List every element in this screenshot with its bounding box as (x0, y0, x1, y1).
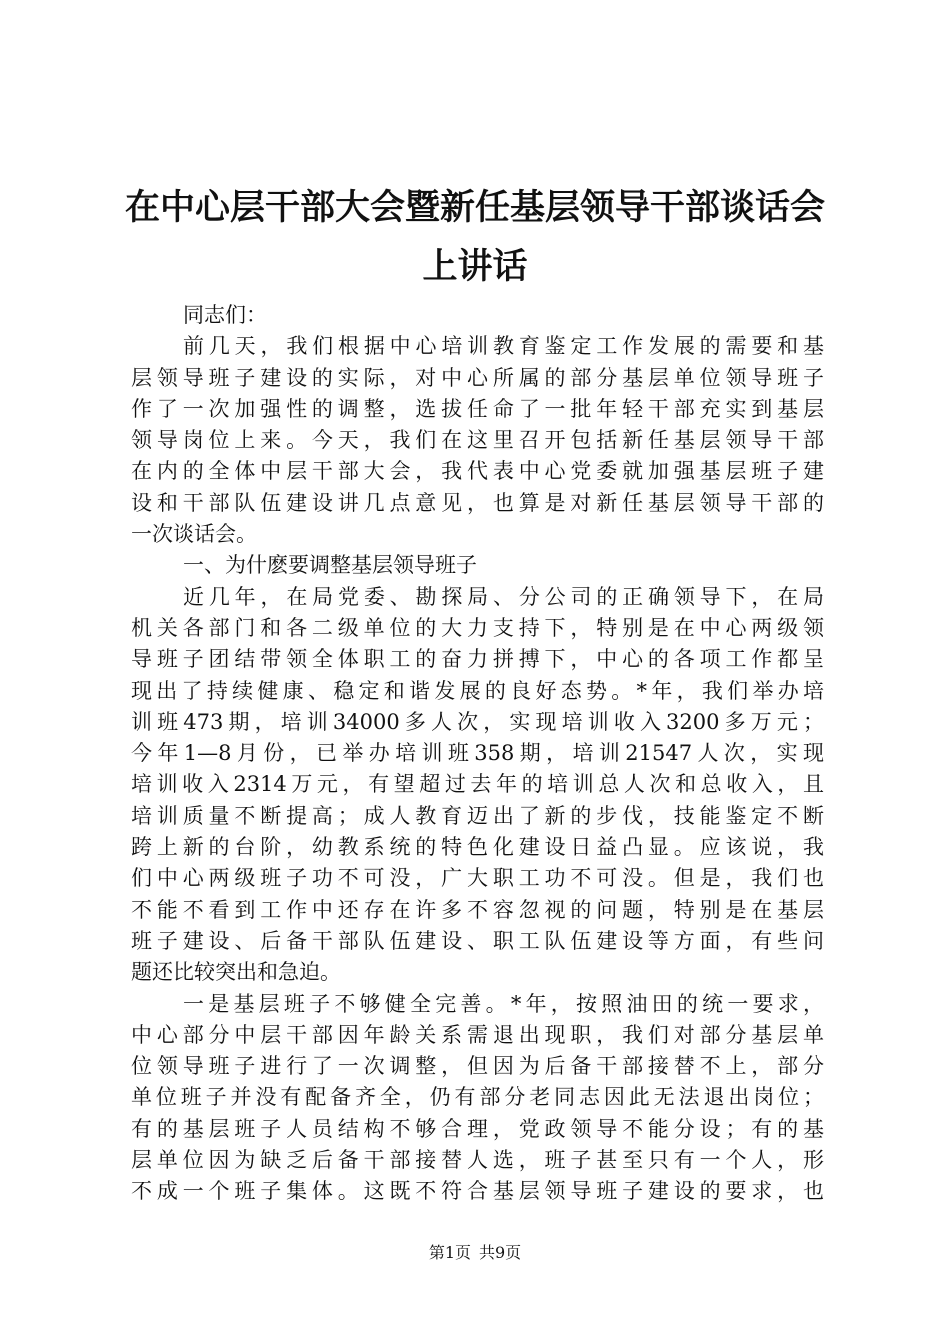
page-footer (0, 1243, 950, 1263)
body-line: 层领导班子建设的实际，对中心所属的部分基层单位领导班子 (131, 365, 824, 390)
body-line: 层单位因为缺乏后备干部接替人选，班子甚至只有一个人，形 (131, 1148, 824, 1173)
body-line: 一、为什麽要调整基层领导班子 (183, 553, 477, 578)
body-line: 现出了持续健康、稳定和谐发展的良好态势。*年，我们举办培 (131, 678, 824, 703)
body-line: 作了一次加强性的调整，选拔任命了一批年轻干部充实到基层 (131, 396, 824, 421)
body-line: 培训收入2314万元，有望超过去年的培训总人次和总收入，且 (131, 772, 824, 797)
body-line: 中心部分中层干部因年龄关系需退出现职，我们对部分基层单 (131, 1022, 824, 1047)
page-number: 第1页 (428, 1243, 471, 1262)
body-line: 不成一个班子集体。这既不符合基层领导班子建设的要求，也 (131, 1179, 824, 1204)
body-line: 题还比较突出和急迫。 (131, 960, 341, 985)
body-line: 导班子团结带领全体职工的奋力拼搏下，中心的各项工作都呈 (131, 647, 824, 672)
body-line: 在内的全体中层干部大会，我代表中心党委就加强基层班子建 (131, 459, 824, 484)
body-line: 跨上新的台阶，幼教系统的特色化建设日益凸显。应该说，我 (131, 835, 824, 860)
body-line: 领导岗位上来。今天，我们在这里召开包括新任基层领导干部 (131, 428, 824, 453)
body-line: 机关各部门和各二级单位的大力支持下，特别是在中心两级领 (131, 615, 824, 640)
page-total: 共9页 (479, 1243, 522, 1262)
body-line: 班子建设、后备干部队伍建设、职工队伍建设等方面，有些问 (131, 928, 824, 953)
body-line: 有的基层班子人员结构不够合理，党政领导不能分设；有的基 (131, 1116, 824, 1141)
document-title-line-1: 在中心层干部大会暨新任基层领导干部谈话会 (124, 187, 825, 228)
body-line: 位领导班子进行了一次调整，但因为后备干部接替不上，部分 (131, 1054, 824, 1079)
document-title-line-2: 上讲话 (422, 246, 528, 287)
body-line: 同志们： (183, 303, 267, 327)
body-line: 训班473期，培训34000多人次，实现培训收入3200多万元； (131, 709, 824, 734)
body-line: 一是基层班子不够健全完善。*年，按照油田的统一要求， (183, 991, 824, 1016)
body-line: 一次谈话会。 (131, 522, 257, 547)
body-line: 设和干部队伍建设讲几点意见，也算是对新任基层领导干部的 (131, 490, 824, 515)
document-body (131, 300, 824, 1208)
body-line: 今年1—8月份，已举办培训班358期，培训21547人次，实现 (131, 741, 824, 766)
body-line: 不能不看到工作中还存在许多不容忽视的问题，特别是在基层 (131, 897, 824, 922)
body-line: 培训质量不断提高；成人教育迈出了新的步伐，技能鉴定不断 (131, 803, 824, 828)
body-line: 近几年，在局党委、勘探局、分公司的正确领导下，在局 (183, 584, 824, 609)
body-line: 单位班子并没有配备齐全，仍有部分老同志因此无法退出岗位； (131, 1085, 824, 1110)
body-line: 前几天，我们根据中心培训教育鉴定工作发展的需要和基 (183, 334, 824, 359)
body-line: 们中心两级班子功不可没，广大职工功不可没。但是，我们也 (131, 866, 824, 891)
